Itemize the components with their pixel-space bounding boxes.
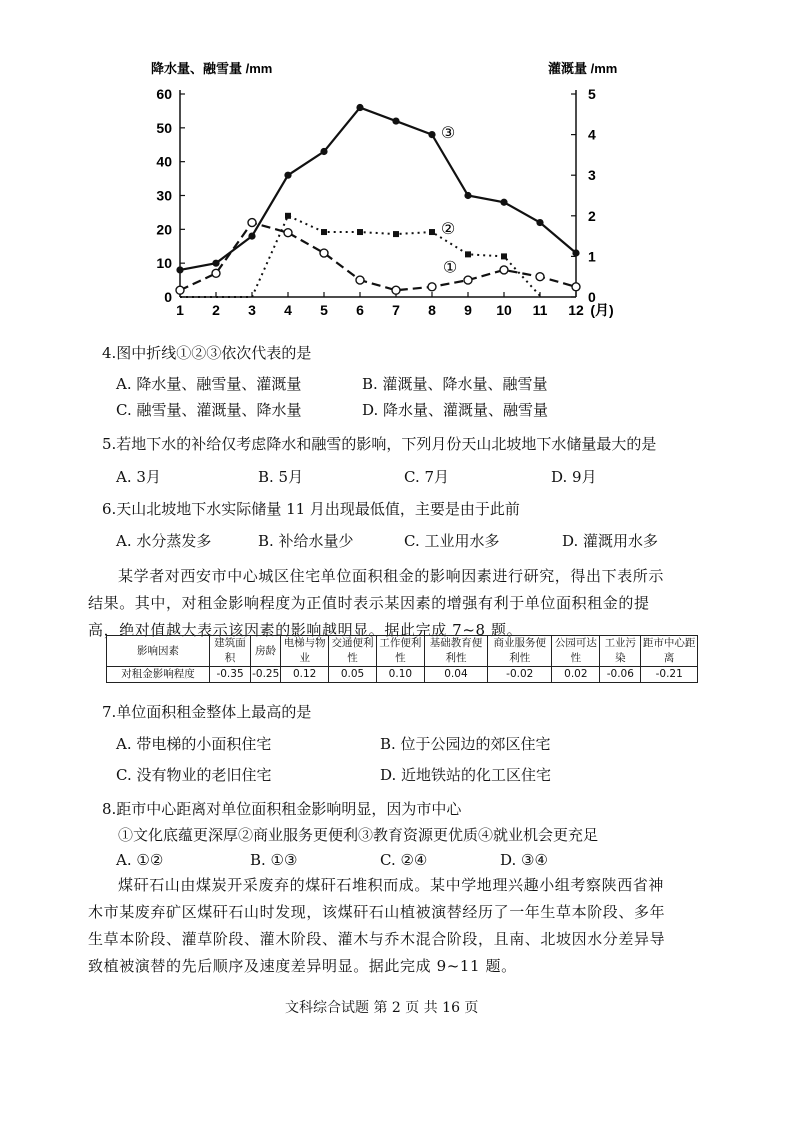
passage-7-8: 某学者对西安市中心城区住宅单位面积租金的影响因素进行研究，得出下表所示结果。其中，对租金影响程度为正值时表示某因素的增强有利于单位面积租金的提高，绝对值越大表示该因素的影响越明显。据此完成 7~8 题。 <box>88 567 665 639</box>
question-7-option-a: A. 带电梯的小面积住宅 <box>116 735 272 753</box>
question-6-option-c: C. 工业用水多 <box>404 532 500 550</box>
table-value-cell: -0.25 <box>251 667 281 683</box>
data-point <box>357 229 363 235</box>
data-point <box>285 213 291 219</box>
question-8-items: ①文化底蕴更深厚②商业服务更便利③教育资源更优质④就业机会更充足 <box>118 826 599 844</box>
question-7-option-c: C. 没有物业的老旧住宅 <box>116 766 272 784</box>
passage-9-11: 煤矸石山由煤炭开采废弃的煤矸石堆积而成。某中学地理兴趣小组考察陕西省神木市某废弃矿区煤矸石山时发现，该煤矸石山植被演替经历了一年生草本阶段、多年生草本阶段、灌草阶段、灌木阶段、灌木与乔木混合阶段，且南、北坡因水分差异导致植被演替的先后顺序及速度差异明显。据此完成 9~11 题。 <box>88 876 666 975</box>
series-label: ③ <box>440 124 456 142</box>
left-axis-label: 降水量、融雪量 /mm <box>151 61 273 76</box>
question-8-option-d: D. ③④ <box>500 851 548 869</box>
question-5-option-a: A. 3月 <box>116 468 161 486</box>
question-4-option-a: A. 降水量、融雪量、灌溉量 <box>116 375 302 393</box>
data-point <box>501 253 507 259</box>
table-header-cell: 工作便利性 <box>376 636 424 667</box>
line-chart <box>0 0 793 330</box>
table-value-cell: 0.10 <box>376 667 424 683</box>
table-header-cell: 工业污染 <box>600 636 641 667</box>
table-value-cell: 0.04 <box>424 667 487 683</box>
x-tick-label: 11 <box>532 302 548 318</box>
question-6-option-d: D. 灌溉用水多 <box>562 532 659 550</box>
question-6-option-b: B. 补给水量少 <box>258 532 354 550</box>
data-point <box>248 219 256 227</box>
data-point <box>428 131 435 138</box>
data-point <box>321 229 327 235</box>
table-header-cell: 距市中心距离 <box>641 636 698 667</box>
series-line <box>180 216 540 297</box>
data-point <box>320 148 327 155</box>
question-4-option-b: B. 灌溉量、降水量、融雪量 <box>362 375 548 393</box>
data-point <box>248 233 255 240</box>
data-point <box>500 199 507 206</box>
data-point <box>392 286 400 294</box>
data-point <box>500 266 508 274</box>
data-point <box>536 273 544 281</box>
table-value-cell: -0.21 <box>641 667 698 683</box>
data-point <box>284 172 291 179</box>
right-tick-label: 0 <box>588 289 596 305</box>
right-tick-label: 3 <box>588 167 596 184</box>
data-point <box>176 286 184 294</box>
data-point <box>393 231 399 237</box>
question-7-option-b: B. 位于公园边的郊区住宅 <box>380 735 551 753</box>
table-header-cell: 公园可达性 <box>552 636 600 667</box>
table-value-cell: 0.12 <box>281 667 329 683</box>
x-tick-label: 1 <box>176 302 184 318</box>
question-6-option-a: A. 水分蒸发多 <box>116 532 212 550</box>
question-7-stem: 7.单位面积租金整体上最高的是 <box>102 703 312 721</box>
x-tick-label: 9 <box>464 302 472 318</box>
x-tick-label: 7 <box>392 302 400 318</box>
table-value-cell: -0.02 <box>488 667 552 683</box>
data-point <box>572 249 579 256</box>
chart-series-labels <box>441 125 457 277</box>
rent-factor-table <box>106 635 698 683</box>
x-tick-label: 12 <box>568 302 584 318</box>
table-value-cell: -0.06 <box>600 667 641 683</box>
series-label: ① <box>442 259 458 277</box>
data-point <box>212 260 219 267</box>
series-line <box>180 220 576 291</box>
x-tick-label: 2 <box>212 302 220 318</box>
question-8-stem: 8.距市中心距离对单位面积租金影响明显，因为市中心 <box>102 800 462 818</box>
left-tick-label: 30 <box>156 187 172 204</box>
table-header-cell: 房龄 <box>251 636 281 667</box>
question-6-stem: 6.天山北坡地下水实际储量 11 月出现最低值，主要是由于此前 <box>102 500 520 518</box>
data-point <box>176 266 183 273</box>
question-5-option-c: C. 7月 <box>404 468 450 486</box>
left-tick-label: 60 <box>156 86 172 102</box>
question-8-option-b: B. ①③ <box>250 851 298 869</box>
right-tick-label: 4 <box>588 126 596 143</box>
table-header-cell: 影响因素 <box>107 636 210 667</box>
data-point <box>536 219 543 226</box>
data-point <box>464 192 471 199</box>
left-tick-label: 10 <box>156 255 172 272</box>
x-tick-label: 10 <box>496 302 512 318</box>
table-header-cell: 建筑面积 <box>210 636 251 667</box>
left-tick-label: 20 <box>156 221 172 238</box>
data-point <box>392 117 399 124</box>
right-tick-label: 1 <box>588 248 596 265</box>
question-8-option-c: C. ②④ <box>380 851 428 869</box>
question-4-option-d: D. 降水量、灌溉量、融雪量 <box>362 401 549 419</box>
x-tick-label: 3 <box>248 302 256 318</box>
question-4-stem: 4.图中折线①②③依次代表的是 <box>102 344 312 362</box>
right-tick-label: 2 <box>588 207 596 224</box>
x-tick-label: 4 <box>284 302 292 318</box>
table-value-cell: -0.35 <box>210 667 251 683</box>
table-value-cell: 0.05 <box>329 667 377 683</box>
x-tick-label: 6 <box>356 302 364 318</box>
right-tick-label: 5 <box>588 86 596 102</box>
data-point <box>356 276 364 284</box>
question-7-option-d: D. 近地铁站的化工区住宅 <box>380 766 552 784</box>
data-point <box>572 283 580 291</box>
question-4-option-c: C. 融雪量、灌溉量、降水量 <box>116 401 302 419</box>
table-row-label: 对租金影响程度 <box>107 667 210 683</box>
x-tick-label: 8 <box>428 302 436 318</box>
chart-axes <box>156 86 613 318</box>
table-header-row <box>107 636 698 667</box>
series-label: ② <box>440 220 456 238</box>
question-5-option-d: D. 9月 <box>551 468 597 486</box>
table-header-cell: 商业服务便利性 <box>488 636 552 667</box>
left-tick-label: 50 <box>156 119 172 136</box>
question-5-option-b: B. 5月 <box>258 468 304 486</box>
right-axis-label: 灌溉量 /mm <box>548 61 618 76</box>
chart-series <box>176 104 580 297</box>
data-point <box>465 251 471 257</box>
table-value-cell: 0.02 <box>552 667 600 683</box>
data-point <box>464 276 472 284</box>
data-point <box>284 229 292 237</box>
left-tick-label: 40 <box>156 153 172 170</box>
left-tick-label: 0 <box>164 289 172 305</box>
table-header-cell: 交通便利性 <box>329 636 377 667</box>
data-point <box>356 104 363 111</box>
table-value-row <box>107 667 698 683</box>
x-unit-label: (月) <box>590 302 614 318</box>
data-point <box>212 269 220 277</box>
table-header-cell: 电梯与物业 <box>281 636 329 667</box>
data-point <box>428 283 436 291</box>
question-8-option-a: A. ①② <box>116 851 164 869</box>
page-footer: 文科综合试题 第 2 页 共 16 页 <box>285 1000 479 1016</box>
data-point <box>429 229 435 235</box>
x-tick-label: 5 <box>320 302 328 318</box>
question-5-stem: 5.若地下水的补给仅考虑降水和融雪的影响，下列月份天山北坡地下水储量最大的是 <box>102 435 657 453</box>
series-line <box>180 108 576 270</box>
table-header-cell: 基础教育便利性 <box>424 636 487 667</box>
data-point <box>320 249 328 257</box>
